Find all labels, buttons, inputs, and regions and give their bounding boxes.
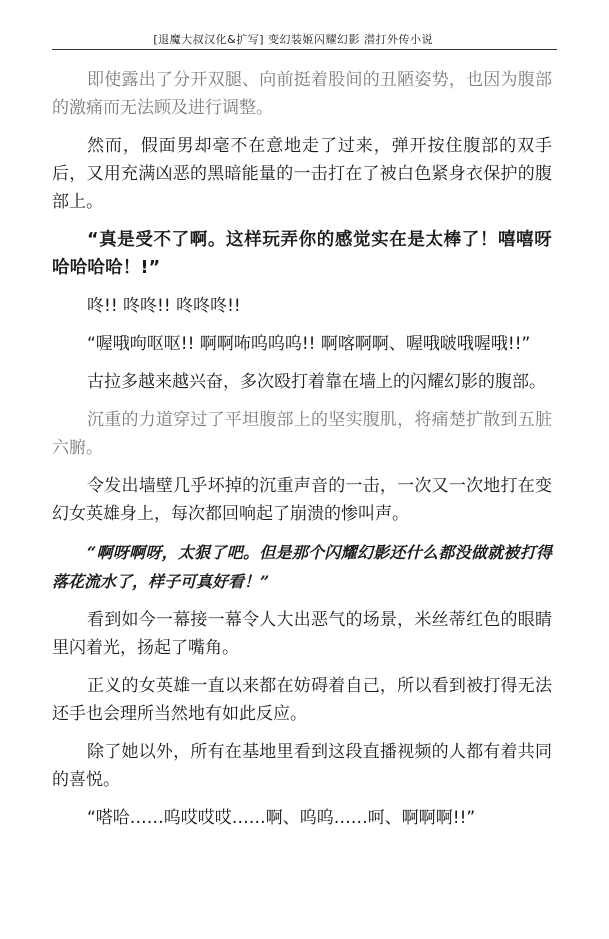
sound-effect-paragraph: 咚!! 咚咚!! 咚咚咚!! xyxy=(87,296,241,316)
dialogue-paragraph: “嗒哈……呜哎哎哎……啊、呜呜……呵、啊啊啊!!” xyxy=(87,808,476,828)
header-divider xyxy=(52,49,557,50)
header-title: [退魔大叔汉化&扩写] 变幻装姬闪耀幻影 潜打外传小说 xyxy=(153,33,433,46)
dialogue-paragraph: “啊呀啊呀，太狠了吧。但是那个闪耀幻影还什么都没做就被打得落花流水了，样子可真好看！” xyxy=(52,543,552,591)
paragraph: 沉重的力道穿过了平坦腹部上的坚实腹肌，将痛楚扩散到五脏六腑。 xyxy=(52,410,552,458)
paragraph: 然而，假面男却毫不在意地走了过来，弹开按住腹部的双手后，又用充满凶恶的黑暗能量的一击打在了被白色紧身衣保护的腹部上。 xyxy=(52,136,552,212)
paragraph: 除了她以外，所有在基地里看到这段直播视频的人都有着共同的喜悦。 xyxy=(52,742,552,790)
paragraph: 正义的女英雄一直以来都在妨碍着自己，所以看到被打得无法还手也会理所当然地有如此反应。 xyxy=(52,676,552,724)
dialogue-paragraph: “真是受不了啊。这样玩弄你的感觉实在是太棒了！嘻嘻呀哈哈哈哈！!” xyxy=(52,230,552,278)
paragraph: 看到如今一幕接一幕令人大出恶气的场景，米丝蒂红色的眼睛里闪着光，扬起了嘴角。 xyxy=(52,610,552,658)
paragraph: 古拉多越来越兴奋，多次殴打着靠在墙上的闪耀幻影的腹部。 xyxy=(87,372,546,392)
paragraph: 即使露出了分开双腿、向前挺着股间的丑陋姿势，也因为腹部的激痛而无法顾及进行调整。 xyxy=(52,70,552,118)
document-body xyxy=(52,66,552,842)
dialogue-paragraph: “喔哦呴呕呕!! 啊啊咘呜呜呜!! 啊喀啊啊、喔哦啵哦喔哦!!” xyxy=(87,334,531,354)
page-header xyxy=(0,0,609,52)
paragraph: 令发出墙壁几乎坏掉的沉重声音的一击，一次又一次地打在变幻女英雄身上，每次都回响起了崩溃的惨叫声。 xyxy=(52,476,552,524)
